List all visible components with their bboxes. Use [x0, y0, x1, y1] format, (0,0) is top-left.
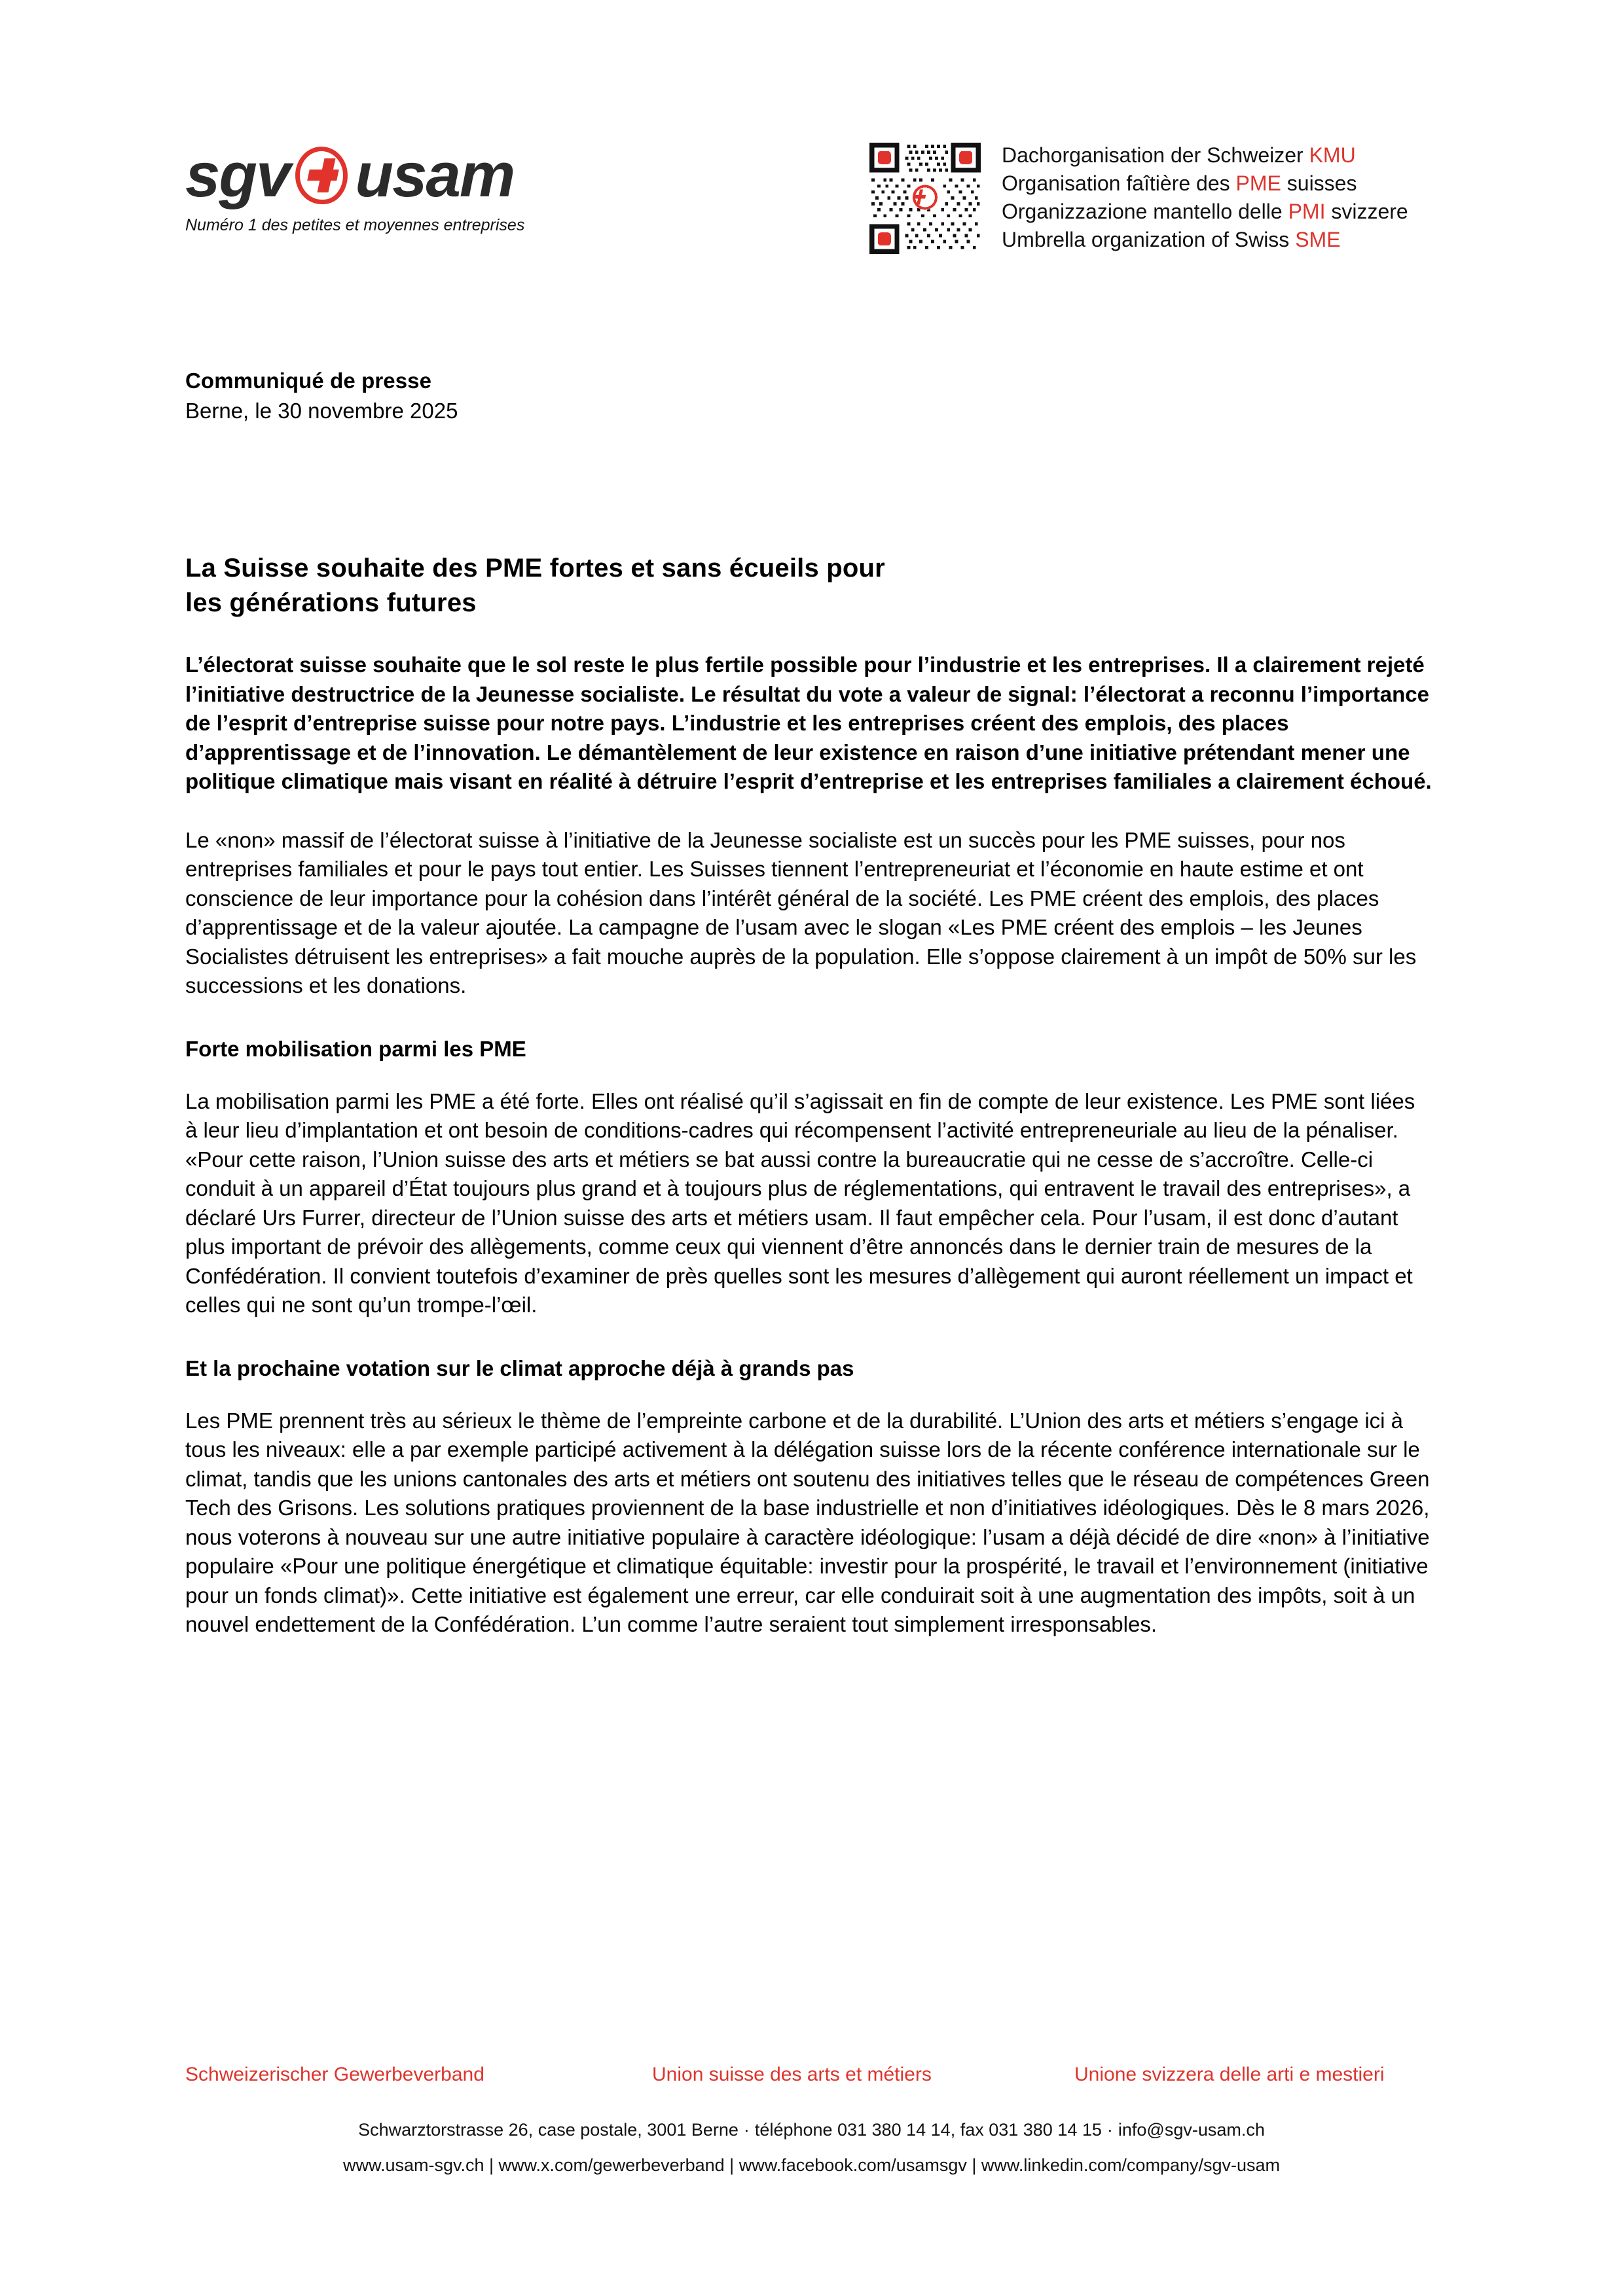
headline — [185, 551, 1432, 620]
footer-separator-dot-1: · — [743, 2120, 750, 2140]
claim-block — [866, 139, 1408, 258]
lead-paragraph: L’électorat suisse souhaite que le sol reste le plus fertile possible pour l’industrie et les entreprises. Il a clairement rejeté l’initiative destructrice de la Jeunesse socialiste. Le résultat du vote a valeur de signal: l’électorat a reconnu l’importance de l’esprit d’entreprise suisse pour notre pays. L’industrie et les entreprises créent des emplois, des places d’apprentissage et de l’innovation. Le démantèlement de leur existence en raison d’une initiative prétendant mener une politique climatique mais visant en réalité à détruire l’esprit d’entreprise et les entreprises familiales a clairement échoué. — [185, 653, 1432, 793]
document-type-label: Communiqué de presse — [185, 368, 432, 393]
claim-line-de — [1002, 141, 1408, 170]
subheading-mobilisation: Forte mobilisation parmi les PME — [185, 1036, 526, 1061]
footer-address-email[interactable]: info@sgv-usam.ch — [1118, 2120, 1265, 2140]
document-footer — [0, 2064, 1623, 2177]
logo-text-sgv: sgv — [185, 140, 290, 210]
sgv-usam-logo — [185, 140, 591, 235]
claim-line-it — [1002, 198, 1408, 226]
claim-lines — [1002, 139, 1408, 254]
footer-name-fr: Union suisse des arts et métiers — [652, 2064, 932, 2085]
paragraph-1: Le «non» massif de l’électorat suisse à l’initiative de la Jeunesse socialiste est un succès pour les PME suisses, pour nos entreprises familiales et pour le pays tout entier. Les Suisses tiennent l’entrepreneuriat et l’économie en haute estime et ont conscience de leur importance pour la cohésion dans l’intérêt général de la société. Les PME créent des emplois, des places d’apprentissage et de la valeur ajoutée. La campagne de l’usam avec le slogan «Les PME créent des emplois – les Jeunes Socialistes détruisent les entreprises» a fait mouche auprès de la population. Elle s’oppose clairement à un impôt de 50% sur les successions et les donations. — [185, 827, 1417, 997]
claim-it-text: Organizzazione mantello delle — [1002, 200, 1288, 223]
footer-address — [0, 2118, 1623, 2142]
footer-address-street: Schwarztorstrasse 26, case postale, 3001 Berne — [358, 2120, 739, 2140]
document-header — [0, 124, 1623, 281]
claim-line-en — [1002, 226, 1408, 254]
subheading-votation-climat: Et la prochaine votation sur le climat approche déjà à grands pas — [185, 1355, 854, 1380]
footer-organization-names — [0, 2064, 1623, 2098]
claim-fr-text: Organisation faîtière des — [1002, 171, 1236, 195]
claim-en-text: Umbrella organization of Swiss — [1002, 228, 1296, 251]
logo-tagline: Numéro 1 des petites et moyennes entreprises — [185, 216, 525, 234]
claim-it-accent: PMI — [1288, 200, 1326, 223]
footer-name-de: Schweizerischer Gewerbeverband — [185, 2064, 484, 2085]
claim-fr-accent: PME — [1235, 171, 1281, 195]
claim-de-text: Dachorganisation der Schweizer — [1002, 143, 1309, 167]
claim-line-fr — [1002, 170, 1408, 198]
swiss-cross-circle-icon — [293, 145, 354, 206]
headline-line-2: les générations futures — [185, 588, 477, 617]
headline-line-1: La Suisse souhaite des PME fortes et sans écueils pour — [185, 554, 885, 583]
claim-fr-tail: suisses — [1281, 171, 1357, 195]
logo-text-usam: usam — [355, 140, 515, 210]
claim-en-accent: SME — [1295, 228, 1341, 251]
paragraph-2: La mobilisation parmi les PME a été forte. Elles ont réalisé qu’il s’agissait en fin de compte de leur existence. Les PME sont liées à leur lieu d’implantation et ont besoin de conditions-cadres qui récompensent l’activité entrepreneuriale au lieu de la pénaliser. «Pour cette raison, l’Union suisse des arts et métiers se bat aussi contre la bureaucratie qui ne cesse de s’accroître. Celle-ci conduit à un appareil d’État toujours plus grand et à toujours plus de réglementations, qui entravent le travail des entreprises», a déclaré Urs Furrer, directeur de l’Union suisse des arts et métiers usam. Il faut empêcher cela. Pour l’usam, il est donc d’autant plus important de prévoir des allègements, comme ceux qui viennent d’être annoncés dans le dernier train de mesures de la Confédération. Il convient toutefois d’examiner de près quelles sont les mesures d’allègement qui auront réellement un impact et celles qui ne sont qu’un trompe-l’œil. — [185, 1088, 1415, 1317]
document-body — [185, 367, 1432, 1640]
qr-code-icon — [866, 139, 985, 258]
page-title — [185, 551, 1432, 620]
logo-wordmark — [185, 140, 591, 210]
claim-it-tail: svizzere — [1325, 200, 1408, 223]
footer-name-it: Unione svizzera delle arti e mestieri — [1074, 2064, 1385, 2085]
footer-address-phone: téléphone 031 380 14 14, fax 031 380 14 15 — [754, 2120, 1102, 2140]
paragraph-3: Les PME prennent très au sérieux le thème de l’empreinte carbone et de la durabilité. L’Union des arts et métiers s’engage ici à tous les niveaux: elle a par exemple participé activement à la délégation suisse lors de la récente conférence internationale sur le climat, tandis que les unions cantonales des arts et métiers ont soutenu des initiatives telles que le réseau de compétences Green Tech des Grisons. Les solutions pratiques proviennent de la base industrielle et non d’initiatives idéologiques. Dès le 8 mars 2026, nous voterons à nouveau sur une autre initiative populaire à caractère idéologique: l’usam a déjà décidé de dire «non» à l’initiative populaire «Pour une politique énergétique et climatique équitable: investir pour la prospérité, le travail et l’environnement (initiative pour un fonds climat)». Cette initiative est également une erreur, car elle conduirait soit à une augmentation des impôts, soit à un nouvel endettement de la Confédération. L’un comme l’autre seraient tout simplement irresponsables. — [185, 1408, 1430, 1636]
dateline: Berne, le 30 novembre 2025 — [185, 399, 458, 423]
footer-separator-dot-2: · — [1106, 2120, 1113, 2140]
footer-links[interactable]: www.usam-sgv.ch | www.x.com/gewerbeverband | www.facebook.com/usamsgv | www.linkedin.com/company/sgv-usam — [342, 2155, 1281, 2175]
claim-de-accent: KMU — [1309, 143, 1356, 167]
